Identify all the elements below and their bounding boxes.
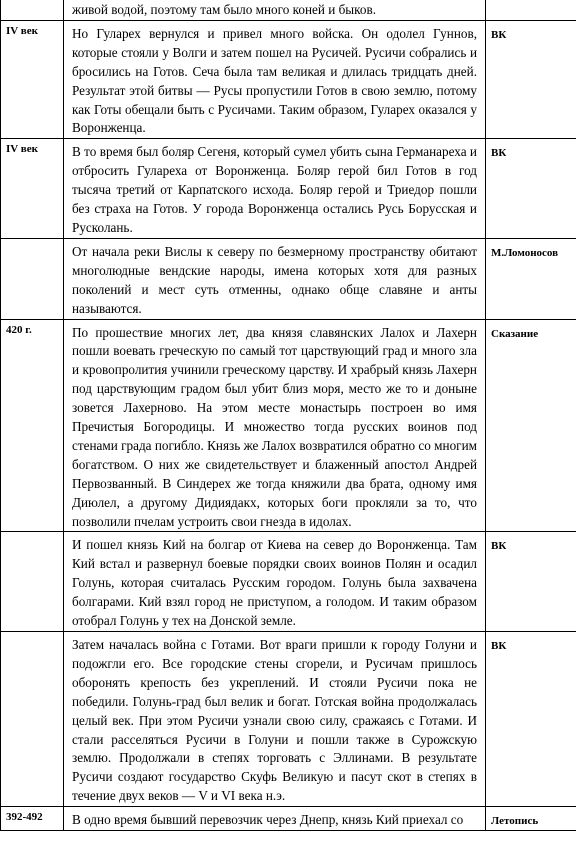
date-cell bbox=[1, 532, 64, 632]
table-row bbox=[1, 20, 576, 138]
text-cell bbox=[64, 0, 486, 20]
table-row bbox=[1, 238, 576, 319]
row-text: От начала реки Вислы к северу по безмерному пространству обитают многолюдные вендские народы, имена которых хотя для разных поколений и мест суть отменны, однако обще славяне и анты называются. bbox=[72, 243, 477, 316]
text-cell bbox=[64, 139, 486, 239]
text-cell bbox=[64, 20, 486, 138]
source-cell: М.Ломоносов bbox=[486, 238, 576, 319]
source-cell: Сказание bbox=[486, 319, 576, 532]
table-row bbox=[1, 139, 576, 239]
table-row bbox=[1, 632, 576, 807]
table-row bbox=[1, 807, 576, 831]
source-cell: ВК bbox=[486, 532, 576, 632]
text-cell bbox=[64, 532, 486, 632]
table-row bbox=[1, 0, 576, 20]
date-cell: IV век bbox=[1, 20, 64, 138]
source-cell: ВК bbox=[486, 20, 576, 138]
row-text: В одно время бывший перевозчик через Днепр, князь Кий приехал со bbox=[72, 812, 464, 828]
source-cell: ВК bbox=[486, 139, 576, 239]
date-cell: 420 г. bbox=[1, 319, 64, 532]
text-cell bbox=[64, 238, 486, 319]
date-cell bbox=[1, 632, 64, 807]
row-text: По прошествие многих лет, два князя славянских Лалох и Лахерн пошли воевать греческую по самый тот царствующий град и много зла и кровопролития учинили греческому царству. И храбрый князь Лахерн под царствующим градом был убит близ моря, место же то и доныне зовется Лахерново. На этом месте монастырь построен во имя Пречистыя Богородицы. И множество тогда русских воинов под стенами града погибло. Князь же Лалох возвратился обратно со многим богатством. О них же свидетельствует и блаженный апостол Андрей Первозванный. В Синдерех же тогда княжили два брата, одному имя Диюлел, а другому Дидиядакх, которых боги прокляли за то, что позволили пчелам устроить свои гнезда в идолах. bbox=[72, 324, 477, 529]
row-text: Затем началась война с Готами. Вот враги пришли к городу Голуни и подожгли его. Все городские стены сгорели, и Русичам пришлось оборонять крепость без укреплений. И стояли Русичи пока не победили. Голунь-град был велик и богат. Готская война продолжалась целый век. При этом Русичи узнали свою силу, сражаясь с Готами. И стали расселяться Русичи в Голуни и пошли также в Сурожскую землю. Продолжали в степях торговать с Эллинами. В результате Русичи создают государство Скуфь Великую и пасут скот в степях в течение двух веков — V и VI века н.э. bbox=[72, 637, 477, 804]
date-cell bbox=[1, 0, 64, 20]
row-text: В то время был боляр Сегеня, который сумел убить сына Германареха и отбросить Гулареха от Воронженца. Боляр герой бил Готов в год тысяча третий от Карпатского исхода. Боляр герой и Триедор пошли без страха на Готов. У города Воронженца остались Русь Борусская и Русколань. bbox=[72, 144, 477, 235]
row-text: живой водой, поэтому там было много коней и быков. bbox=[72, 2, 376, 17]
row-text: И пошел князь Кий на болгар от Киева на север до Воронженца. Там Кий встал и развернул боевые порядки своих воинов Полян и осадил Голунь, которая считалась Русским городом. Голунь была захвачена болгарами. Кий взял город не приступом, а голодом. И таким образом отобрал Голунь у тех на Донской земле. bbox=[72, 537, 477, 629]
source-cell: ВК bbox=[486, 632, 576, 807]
text-cell bbox=[64, 807, 486, 831]
source-cell: Летопись bbox=[486, 807, 576, 831]
table-row bbox=[1, 319, 576, 532]
date-cell bbox=[1, 238, 64, 319]
text-cell bbox=[64, 632, 486, 807]
text-cell bbox=[64, 319, 486, 532]
row-text: Но Гуларех вернулся и привел много войска. Он одолел Гуннов, которые стояли у Волги и затем пошел на Русичей. Русичи собрались и бросились на Готов. Сеча была там великая и длилась тридцать дней. Результат этой битвы — Русы пропустили Готов в свою землю, потому как Готы обещали быть с Русичами. Таким образом, Гуларех оказался у Воронженца. bbox=[72, 25, 477, 136]
source-cell bbox=[486, 0, 576, 20]
table-row bbox=[1, 532, 576, 632]
date-cell: IV век bbox=[1, 139, 64, 239]
date-cell: 392-492 bbox=[1, 807, 64, 831]
